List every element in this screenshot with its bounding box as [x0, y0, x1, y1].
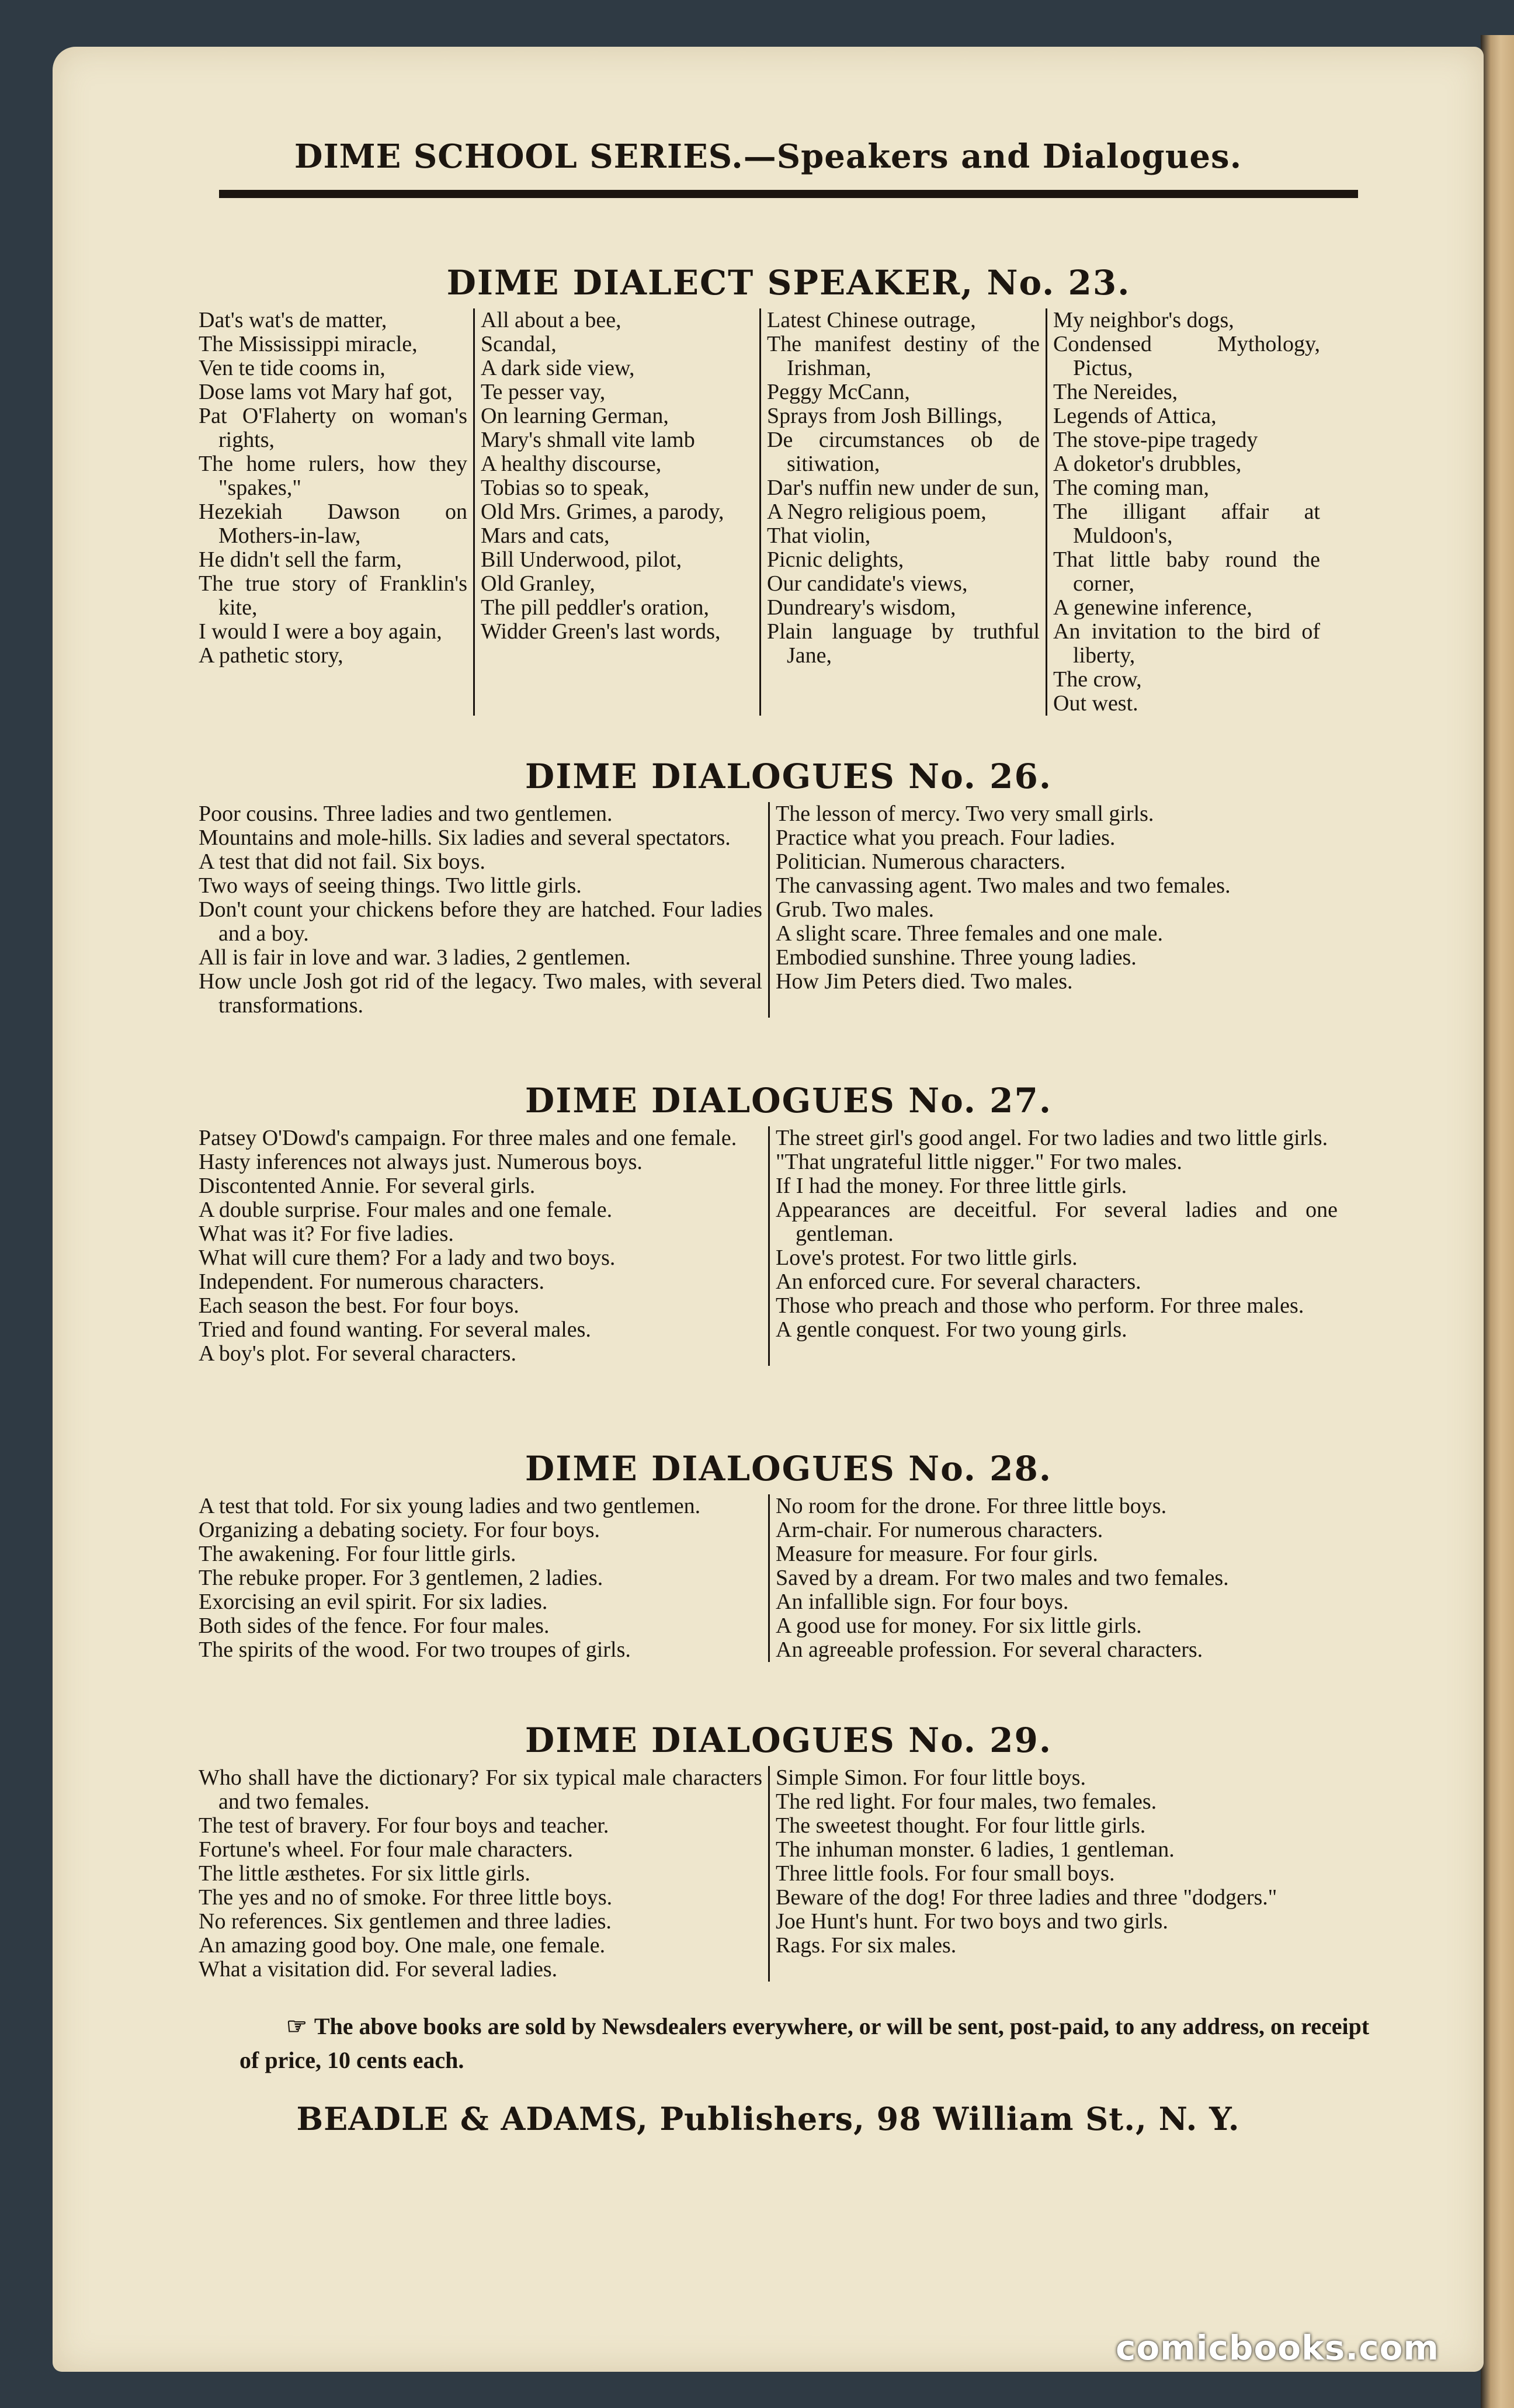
- section-column: [768, 1494, 1343, 1662]
- list-item: Sprays from Josh Billings,: [767, 404, 1003, 428]
- list-item: An agreeable profession. For several characters.: [776, 1637, 1203, 1662]
- list-item: The spirits of the wood. For two troupes of girls.: [199, 1637, 631, 1662]
- list-item: Plain language by truthful Jane,: [767, 619, 1040, 668]
- list-item: An enforced cure. For several characters.: [776, 1269, 1141, 1294]
- list-item: The crow,: [1053, 667, 1142, 692]
- section-column: [1046, 308, 1326, 716]
- list-item: My neighbor's dogs,: [1053, 308, 1234, 332]
- section-columns: [193, 802, 1384, 1018]
- watermark: comicbooks.com: [1116, 2328, 1439, 2368]
- pointing-hand-icon: ☞: [286, 2013, 307, 2039]
- list-item: He didn't sell the farm,: [199, 547, 402, 572]
- list-item: What a visitation did. For several ladies.: [199, 1957, 558, 1982]
- catalog-section: [193, 757, 1384, 1018]
- list-item: Measure for measure. For four girls.: [776, 1542, 1098, 1566]
- list-item: No room for the drone. For three little boys.: [776, 1494, 1167, 1518]
- list-item: What will cure them? For a lady and two boys.: [199, 1245, 616, 1270]
- list-item: Saved by a dream. For two males and two females.: [776, 1566, 1229, 1590]
- list-item: Grub. Two males.: [776, 897, 935, 922]
- section-column: [768, 802, 1343, 1018]
- list-item: A test that did not fail. Six boys.: [199, 849, 485, 874]
- list-item: A boy's plot. For several characters.: [199, 1341, 516, 1366]
- list-item: Organizing a debating society. For four boys.: [199, 1518, 600, 1542]
- list-item: Those who preach and those who perform. For three males.: [776, 1293, 1304, 1318]
- list-item: The street girl's good angel. For two ladies and two little girls.: [776, 1126, 1328, 1150]
- list-item: Mary's shmall vite lamb: [481, 428, 695, 452]
- list-item: Independent. For numerous characters.: [199, 1269, 544, 1294]
- list-item: Bill Underwood, pilot,: [481, 547, 682, 572]
- list-item: The manifest destiny of the Irishman,: [767, 332, 1040, 380]
- footnote: [239, 2010, 1384, 2077]
- list-item: A dark side view,: [481, 356, 635, 380]
- list-item: Widder Green's last words,: [481, 619, 721, 644]
- list-item: All about a bee,: [481, 308, 621, 332]
- list-item: Embodied sunshine. Three young ladies.: [776, 945, 1137, 970]
- list-item: A pathetic story,: [199, 643, 343, 668]
- list-item: Arm-chair. For numerous characters.: [776, 1518, 1103, 1542]
- list-item: Both sides of the fence. For four males.: [199, 1614, 550, 1638]
- list-item: Each season the best. For four boys.: [199, 1293, 519, 1318]
- list-item: Hasty inferences not always just. Numerous boys.: [199, 1150, 643, 1174]
- list-item: De circumstances ob de sitiwation,: [767, 428, 1040, 476]
- section-column: [193, 802, 768, 1018]
- section-title: DIME DIALOGUES No. 28.: [525, 1449, 1053, 1488]
- catalog-section: [193, 263, 1384, 716]
- list-item: A genewine inference,: [1053, 595, 1252, 620]
- list-item: Our candidate's views,: [767, 571, 968, 596]
- section-columns: [193, 1494, 1384, 1662]
- section-column: [193, 308, 473, 716]
- section-title: DIME DIALOGUES No. 26.: [525, 757, 1053, 796]
- title-rule: [219, 190, 1358, 198]
- section-columns: [193, 1126, 1384, 1366]
- list-item: Ven te tide cooms in,: [199, 356, 386, 380]
- list-item: The Mississippi miracle,: [199, 332, 418, 356]
- list-item: Hezekiah Dawson on Mothers-in-law,: [199, 499, 467, 548]
- list-item: If I had the money. For three little girls.: [776, 1174, 1127, 1198]
- list-item: The rebuke proper. For 3 gentlemen, 2 ladies.: [199, 1566, 603, 1590]
- list-item: Te pesser vay,: [481, 380, 606, 404]
- section-column: [759, 308, 1046, 716]
- list-item: No references. Six gentlemen and three ladies.: [199, 1909, 612, 1934]
- list-item: An infallible sign. For four boys.: [776, 1590, 1069, 1614]
- list-item: The inhuman monster. 6 ladies, 1 gentleman.: [776, 1837, 1175, 1862]
- section-title: DIME DIALOGUES No. 27.: [525, 1081, 1053, 1120]
- list-item: A doketor's drubbles,: [1053, 452, 1242, 476]
- list-item: The illigant affair at Muldoon's,: [1053, 499, 1320, 548]
- list-item: An invitation to the bird of liberty,: [1053, 619, 1320, 668]
- book-spine: [1481, 35, 1514, 2408]
- list-item: Picnic delights,: [767, 547, 904, 572]
- list-item: Old Mrs. Grimes, a parody,: [481, 499, 724, 524]
- list-item: A healthy discourse,: [481, 452, 662, 476]
- list-item: Don't count your chickens before they are hatched. Four ladies and a boy.: [199, 897, 762, 946]
- list-item: Mars and cats,: [481, 523, 610, 548]
- list-item: The canvassing agent. Two males and two females.: [776, 873, 1231, 898]
- section-title: DIME DIALECT SPEAKER, No. 23.: [446, 263, 1131, 303]
- list-item: All is fair in love and war. 3 ladies, 2 gentlemen.: [199, 945, 631, 970]
- list-item: Latest Chinese outrage,: [767, 308, 976, 332]
- list-item: The home rulers, how they "spakes,": [199, 452, 467, 500]
- list-item: Politician. Numerous characters.: [776, 849, 1065, 874]
- list-item: The pill peddler's oration,: [481, 595, 709, 620]
- list-item: Rags. For six males.: [776, 1933, 957, 1958]
- list-item: Patsey O'Dowd's campaign. For three males and one female.: [199, 1126, 737, 1150]
- list-item: Two ways of seeing things. Two little girls.: [199, 873, 582, 898]
- list-item: "That ungrateful little nigger." For two males.: [776, 1150, 1182, 1174]
- list-item: A gentle conquest. For two young girls.: [776, 1317, 1127, 1342]
- list-item: Legends of Attica,: [1053, 404, 1217, 428]
- catalog-section: [193, 1720, 1384, 1982]
- list-item: Tobias so to speak,: [481, 476, 650, 500]
- catalog-section: [193, 1449, 1384, 1662]
- list-item: How uncle Josh got rid of the legacy. Two males, with several transformations.: [199, 969, 762, 1018]
- publisher-line: BEADLE & ADAMS, Publishers, 98 William St., N. Y.: [296, 2100, 1240, 2138]
- list-item: Scandal,: [481, 332, 557, 356]
- catalog-section: [193, 1081, 1384, 1366]
- footnote-text: The above books are sold by Newsdealers everywhere, or will be sent, post-paid, to any address, on receipt of price, 10 cents each.: [239, 2013, 1370, 2073]
- catalog-page: [53, 47, 1484, 2372]
- list-item: The red light. For four males, two females.: [776, 1789, 1157, 1814]
- list-item: The test of bravery. For four boys and teacher.: [199, 1813, 609, 1838]
- section-column: [768, 1766, 1343, 1982]
- list-item: Fortune's wheel. For four male characters.: [199, 1837, 574, 1862]
- list-item: A Negro religious poem,: [767, 499, 987, 524]
- list-item: Dose lams vot Mary haf got,: [199, 380, 453, 404]
- list-item: The sweetest thought. For four little girls.: [776, 1813, 1146, 1838]
- list-item: How Jim Peters died. Two males.: [776, 969, 1073, 994]
- list-item: Dat's wat's de matter,: [199, 308, 387, 332]
- section-column: [193, 1494, 768, 1662]
- list-item: The true story of Franklin's kite,: [199, 571, 467, 620]
- section-columns: [193, 308, 1384, 716]
- list-item: What was it? For five ladies.: [199, 1222, 454, 1246]
- list-item: Discontented Annie. For several girls.: [199, 1174, 536, 1198]
- list-item: The yes and no of smoke. For three little boys.: [199, 1885, 613, 1910]
- list-item: The coming man,: [1053, 476, 1209, 500]
- list-item: The stove-pipe tragedy: [1053, 428, 1258, 452]
- list-item: A slight scare. Three females and one male.: [776, 921, 1163, 946]
- list-item: Tried and found wanting. For several males.: [199, 1317, 591, 1342]
- list-item: On learning German,: [481, 404, 669, 428]
- list-item: Practice what you preach. Four ladies.: [776, 825, 1116, 850]
- section-column: [473, 308, 759, 716]
- list-item: Joe Hunt's hunt. For two boys and two girls.: [776, 1909, 1168, 1934]
- list-item: Mountains and mole-hills. Six ladies and several spectators.: [199, 825, 731, 850]
- list-item: Three little fools. For four small boys.: [776, 1861, 1115, 1886]
- list-item: Out west.: [1053, 691, 1138, 716]
- list-item: Who shall have the dictionary? For six typical male characters and two females.: [199, 1765, 762, 1814]
- list-item: I would I were a boy again,: [199, 619, 442, 644]
- list-item: Love's protest. For two little girls.: [776, 1245, 1078, 1270]
- list-item: That violin,: [767, 523, 871, 548]
- list-item: Exorcising an evil spirit. For six ladies.: [199, 1590, 548, 1614]
- list-item: Dundreary's wisdom,: [767, 595, 956, 620]
- section-column: [193, 1126, 768, 1366]
- section-column: [193, 1766, 768, 1982]
- list-item: Pat O'Flaherty on woman's rights,: [199, 404, 467, 452]
- list-item: The lesson of mercy. Two very small girls.: [776, 801, 1154, 826]
- list-item: Appearances are deceitful. For several ladies and one gentleman.: [776, 1198, 1338, 1246]
- list-item: A good use for money. For six little girls.: [776, 1614, 1142, 1638]
- list-item: A test that told. For six young ladies and two gentlemen.: [199, 1494, 701, 1518]
- list-item: The awakening. For four little girls.: [199, 1542, 516, 1566]
- list-item: Beware of the dog! For three ladies and three "dodgers.": [776, 1885, 1277, 1910]
- list-item: Dar's nuffin new under de sun,: [767, 476, 1040, 500]
- list-item: Poor cousins. Three ladies and two gentlemen.: [199, 801, 613, 826]
- series-title: DIME SCHOOL SERIES.—Speakers and Dialogues.: [294, 137, 1242, 176]
- list-item: Old Granley,: [481, 571, 595, 596]
- list-item: That little baby round the corner,: [1053, 547, 1320, 596]
- section-column: [768, 1126, 1343, 1366]
- list-item: A double surprise. Four males and one female.: [199, 1198, 613, 1222]
- list-item: An amazing good boy. One male, one female.: [199, 1933, 606, 1958]
- list-item: The little æsthetes. For six little girls.: [199, 1861, 530, 1886]
- list-item: The Nereides,: [1053, 380, 1178, 404]
- list-item: Simple Simon. For four little boys.: [776, 1765, 1086, 1790]
- section-columns: [193, 1766, 1384, 1982]
- section-title: DIME DIALOGUES No. 29.: [525, 1720, 1053, 1760]
- list-item: Peggy McCann,: [767, 380, 910, 404]
- list-item: Condensed Mythology, Pictus,: [1053, 332, 1320, 380]
